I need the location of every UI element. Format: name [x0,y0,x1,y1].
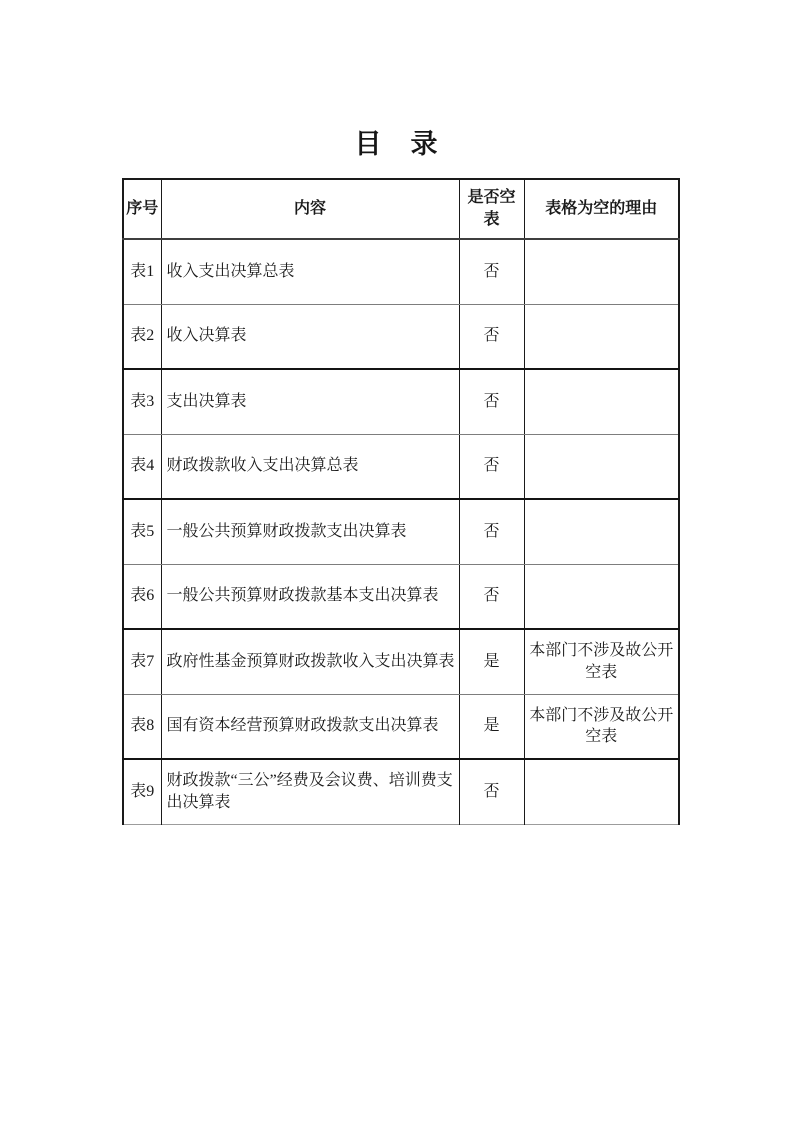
row-reason-cell: 本部门不涉及故公开空表 [524,694,679,759]
row-reason-cell [524,369,679,434]
table-row [123,694,679,759]
row-content-cell: 一般公共预算财政拨款支出决算表 [161,499,459,564]
column-header-empty: 是否空表 [459,179,524,239]
table-row [123,434,679,499]
toc-table [122,178,680,825]
row-empty-cell: 否 [459,759,524,824]
row-no-cell: 表9 [130,782,155,800]
table-row [123,239,679,304]
column-header-no: 序号 [123,179,161,239]
row-reason-cell [524,564,679,629]
row-reason-cell [524,239,679,304]
toc-table-body [123,239,679,824]
row-empty-cell: 否 [459,564,524,629]
table-row [123,369,679,434]
row-content-cell: 国有资本经营预算财政拨款支出决算表 [161,694,459,759]
row-reason-cell [524,304,679,369]
row-empty-cell: 否 [459,304,524,369]
column-header-content: 内容 [161,179,459,239]
row-content-cell: 支出决算表 [161,369,459,434]
row-empty-cell: 否 [459,499,524,564]
header-row [123,179,679,239]
row-reason-cell: 本部门不涉及故公开空表 [524,629,679,694]
column-header-reason: 表格为空的理由 [524,179,679,239]
row-reason-cell [524,434,679,499]
table-row [123,759,679,824]
row-empty-cell: 否 [459,434,524,499]
row-no-cell: 表3 [123,369,161,434]
row-no-cell: 表2 [123,304,161,369]
row-empty-cell: 是 [459,694,524,759]
row-empty-cell: 否 [459,239,524,304]
table-row [123,564,679,629]
page-title: 目 录 [354,129,439,159]
row-no-cell: 表7 [123,629,161,694]
table-row [123,499,679,564]
row-reason-cell [524,499,679,564]
row-content-cell: 财政拨款“三公”经费及会议费、培训费支出决算表 [161,759,459,824]
row-no-cell: 表1 [123,239,161,304]
row-reason-cell [524,759,679,824]
row-content-cell: 财政拨款收入支出决算总表 [161,434,459,499]
row-no-cell: 表8 [123,694,161,759]
row-content-cell: 政府性基金预算财政拨款收入支出决算表 [161,629,459,694]
row-empty-cell: 否 [459,369,524,434]
row-content-cell: 收入支出决算总表 [161,239,459,304]
row-no-cell: 表4 [123,434,161,499]
row-empty-cell: 是 [459,629,524,694]
table-row [123,629,679,694]
row-no-cell: 表5 [123,499,161,564]
row-no-cell: 表6 [123,564,161,629]
row-content-cell: 收入决算表 [161,304,459,369]
row-content-cell: 一般公共预算财政拨款基本支出决算表 [161,564,459,629]
table-row [123,304,679,369]
